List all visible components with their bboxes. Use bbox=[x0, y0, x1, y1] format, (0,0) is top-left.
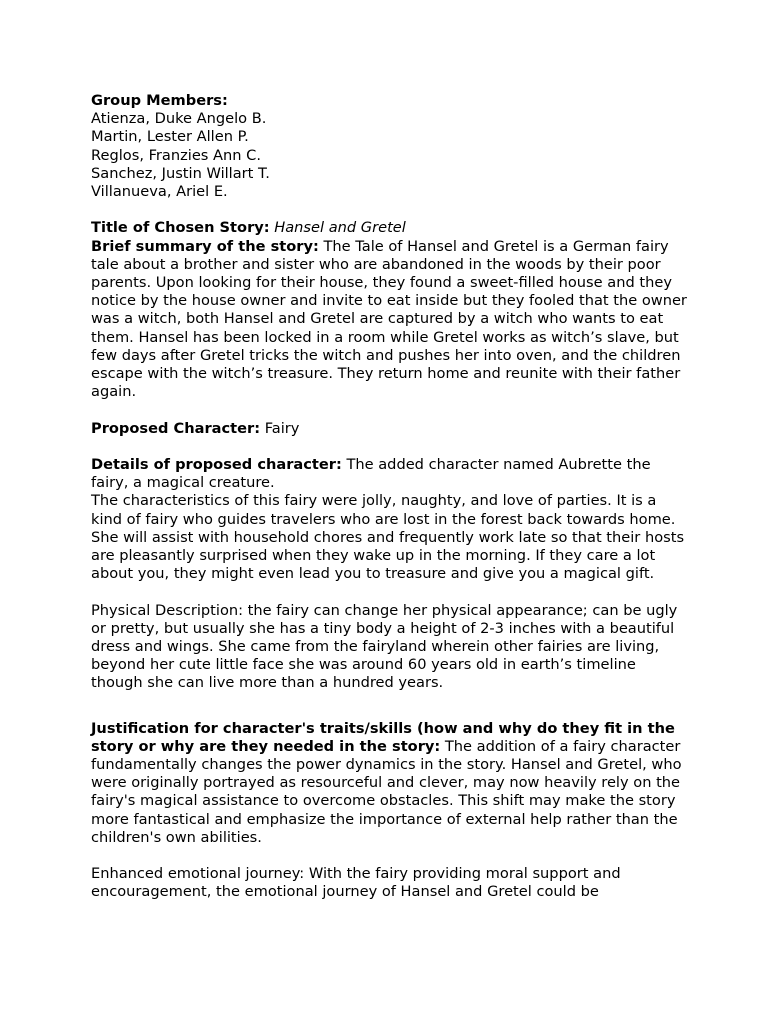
physical-description-paragraph: Physical Description: the fairy can change her physical appearance; can be ugly or pretty, but usually she has a tiny body a height of 2-3 inches with a beautiful dress and wings. She came from the fairyland wherein other fairies are living, beyond her cute little face she was around 60 years old in earth’s timeline though she can live more than a hundred years. bbox=[91, 601, 678, 692]
spacer bbox=[91, 583, 691, 601]
spacer bbox=[91, 693, 691, 720]
details-paragraph bbox=[91, 456, 691, 492]
summary-text: The Tale of Hansel and Gretel is a German fairy tale about a brother and sister who are abandoned in the woods by their poor parents. Upon looking for their house, they found a sweet-filled house and they notice by the house owner and invite to eat inside but they fooled that the owner was a witch, both Hansel and Gretel are captured by a witch who wants to eat them. Hansel has been locked in a room while Gretel works as witch’s slave, but few days after Gretel tricks the witch and pushes her into oven, and the children escape with the witch’s treasure. They return home and reunite with their father again. bbox=[91, 237, 687, 401]
proposed-character-value: Fairy bbox=[264, 419, 300, 437]
justification-label: Justification for character's traits/skills (how and why do they fit in the story or why are they needed in the story: bbox=[91, 719, 675, 755]
spacer bbox=[91, 401, 691, 419]
proposed-character-line bbox=[91, 420, 691, 438]
group-members-heading: Group Members: bbox=[91, 92, 228, 109]
member-name: Villanueva, Ariel E. bbox=[91, 183, 228, 201]
proposed-character-label: Proposed Character: bbox=[91, 419, 261, 437]
member-name: Martin, Lester Allen P. bbox=[91, 128, 249, 146]
details-label: Details of proposed character: bbox=[91, 456, 342, 474]
member-name: Reglos, Franzies Ann C. bbox=[91, 146, 262, 164]
spacer bbox=[91, 201, 691, 219]
summary-paragraph bbox=[91, 238, 691, 402]
spacer bbox=[91, 847, 691, 865]
details-intro: The added character named Aubrette the fairy, a magical creature. bbox=[91, 456, 651, 492]
document-page bbox=[91, 92, 691, 902]
story-title-value: Hansel and Gretel bbox=[274, 219, 406, 237]
spacer bbox=[91, 438, 691, 456]
member-name: Sanchez, Justin Willart T. bbox=[91, 164, 270, 182]
emotional-journey-paragraph: Enhanced emotional journey: With the fairy providing moral support and encouragement, the emotional journey of Hansel and Gretel could be bbox=[91, 865, 621, 901]
justification-text: The addition of a fairy character fundamentally changes the power dynamics in the story. Hansel and Gretel, who were originally portrayed as resourceful and clever, may now heavily rely on the fairy's magical assistance to overcome obstacles. This shift may make the story more fantastical and emphasize the importance of external help rather than the children's own abilities. bbox=[91, 737, 682, 846]
story-title-label: Title of Chosen Story: bbox=[91, 219, 270, 237]
member-name: Atienza, Duke Angelo B. bbox=[91, 110, 267, 128]
story-title-line bbox=[91, 219, 691, 237]
summary-label: Brief summary of the story: bbox=[91, 237, 319, 255]
group-members-section bbox=[91, 92, 691, 201]
justification-paragraph bbox=[91, 720, 691, 847]
characteristics-paragraph: The characteristics of this fairy were jolly, naughty, and love of parties. It is a kind of fairy who guides travelers who are lost in the forest back towards home. She will assist with household chores and frequently work late so that their hosts are pleasantly surprised when they wake up in the morning. If they care a lot about you, they might even lead you to treasure and give you a magical gift. bbox=[91, 492, 685, 583]
